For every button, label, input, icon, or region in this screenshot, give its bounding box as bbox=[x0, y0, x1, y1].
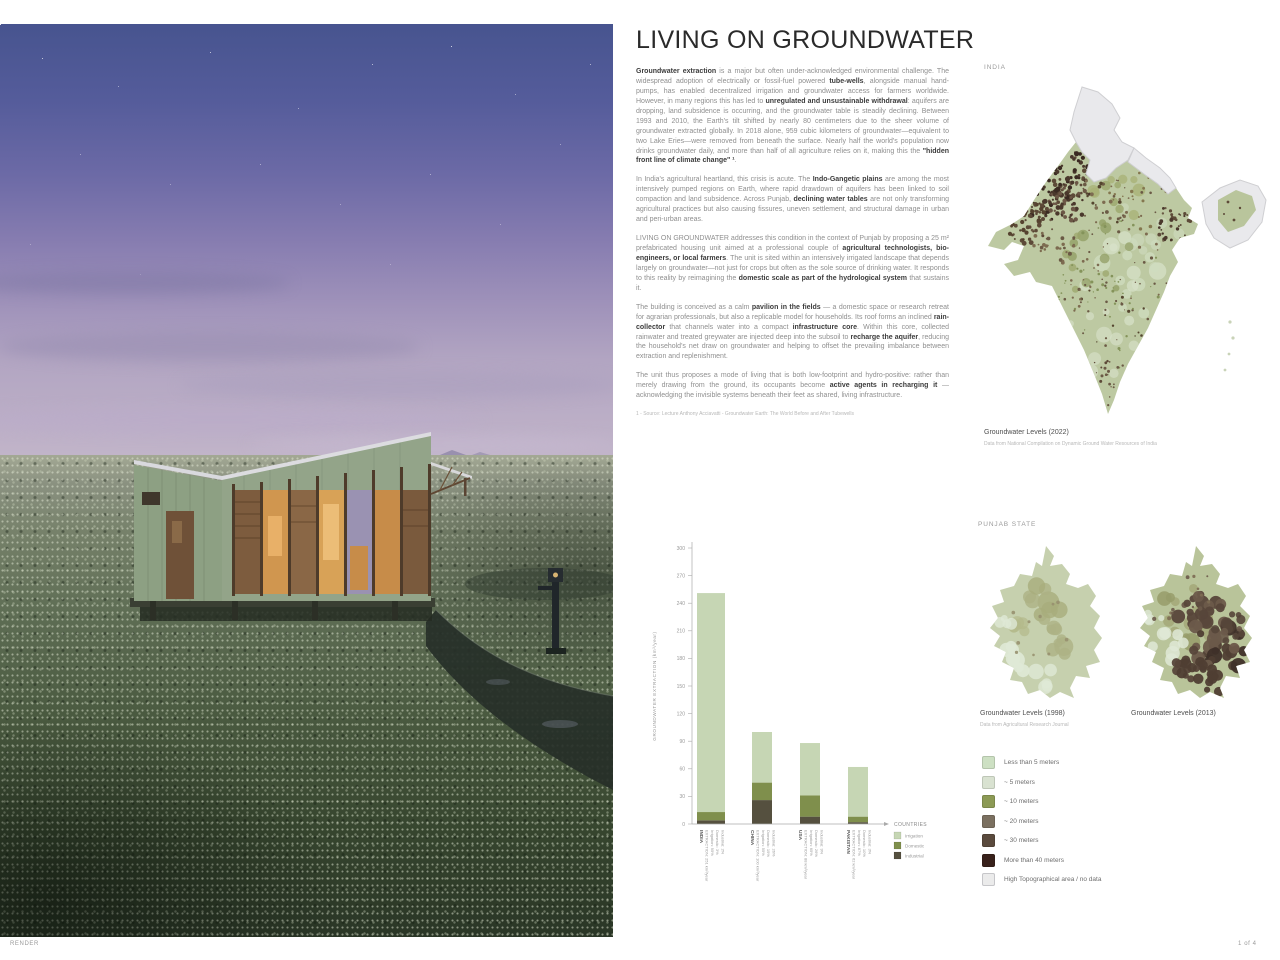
svg-text:Domestic: 26%: Domestic: 26% bbox=[814, 830, 820, 857]
svg-text:PAKISTAN: PAKISTAN bbox=[845, 830, 850, 854]
text-column bbox=[636, 26, 975, 418]
svg-text:120: 120 bbox=[676, 711, 685, 718]
svg-text:EXTRACTION: 100 km³/year: EXTRACTION: 100 km³/year bbox=[755, 830, 761, 882]
legend-swatch bbox=[982, 815, 995, 828]
chart-annotations bbox=[698, 830, 873, 882]
svg-text:Industrial: 9%: Industrial: 9% bbox=[819, 830, 825, 855]
legend-row bbox=[982, 795, 1101, 808]
india-map-source: Data from National Compilation on Dynamic Ground Water Resources of India bbox=[984, 441, 1157, 447]
punjab-map-2013 bbox=[1124, 540, 1269, 705]
svg-text:CHINA: CHINA bbox=[749, 830, 754, 846]
svg-text:Industrial: 3%: Industrial: 3% bbox=[867, 830, 873, 855]
legend-row bbox=[982, 815, 1101, 828]
svg-text:USA: USA bbox=[797, 830, 802, 841]
svg-text:210: 210 bbox=[676, 628, 685, 635]
chart-legend bbox=[894, 822, 927, 859]
legend-label: Less than 5 meters bbox=[1004, 759, 1060, 766]
footnote: 1 - Source: Lecture Anthony Acciavatti - Groundwater Earth: The World Before and After Tubewells bbox=[636, 411, 854, 418]
svg-text:90: 90 bbox=[679, 739, 685, 745]
extraction-chart-svg bbox=[644, 534, 964, 934]
pavilion-house bbox=[130, 432, 472, 621]
legend-row bbox=[982, 756, 1101, 769]
legend-label: ~ 5 meters bbox=[1004, 778, 1035, 786]
punjab-1998-caption: Groundwater Levels (1998) bbox=[980, 710, 1065, 717]
svg-text:EXTRACTION: 88 km³/year: EXTRACTION: 88 km³/year bbox=[803, 830, 809, 880]
legend-label: More than 40 meters bbox=[1004, 856, 1064, 864]
legend-swatch bbox=[982, 756, 995, 769]
hill bbox=[472, 452, 490, 455]
legend-row bbox=[982, 854, 1101, 867]
svg-text:INDIA: INDIA bbox=[698, 830, 703, 844]
legend-label: ~ 30 meters bbox=[1004, 837, 1039, 844]
legend-swatch bbox=[982, 776, 995, 789]
svg-text:Industrial: Industrial bbox=[905, 853, 924, 859]
india-section-label: INDIA bbox=[984, 64, 1006, 71]
house-scene bbox=[0, 24, 613, 937]
paragraph-4: The building is conceived as a calm pavilion in the fields — a domestic space or research retreat for agrarian professionals, but also a replicable model for households. Its roof forms an inclined rain-collector that channels water into a compact infrastructure core. Within this core, collected rainwater and treated greywater are injected deep into the subsoil to recharge the aquifer, reducing the household's net draw on groundwater and helping to offset the prevailing imbalance between extraction and replenishment. bbox=[636, 303, 949, 361]
punjab-2013-caption: Groundwater Levels (2013) bbox=[1131, 710, 1216, 717]
extraction-chart bbox=[644, 534, 964, 934]
page-title: LIVING ON GROUNDWATER bbox=[636, 26, 975, 54]
punjab-1998-source: Data from Agricultural Research Journal bbox=[980, 722, 1069, 728]
legend-swatch bbox=[982, 854, 995, 867]
svg-text:Irrigation: 55%: Irrigation: 55% bbox=[760, 830, 766, 856]
legend-row bbox=[982, 834, 1101, 847]
svg-text:Irrigation: Irrigation bbox=[905, 833, 923, 839]
canopy bbox=[431, 462, 472, 496]
svg-text:240: 240 bbox=[676, 601, 685, 607]
groundwater-levels-legend bbox=[982, 756, 1101, 886]
india-map-caption: Groundwater Levels (2022) bbox=[984, 429, 1069, 436]
small-window bbox=[142, 492, 160, 505]
paragraph-2: In India's agricultural heartland, this crisis is acute. The Indo-Gangetic plains are among the most intensively pumped regions on Earth, where rapid drawdown of aquifers has been linked to soil compaction and land subsidence. Across Punjab, declining water tables are not only transforming agricultural practices but also causing fissures, uneven settlement, and structural damage in urban and peri-urban areas. bbox=[636, 176, 949, 224]
svg-text:Irrigation: 87%: Irrigation: 87% bbox=[856, 830, 862, 856]
hill bbox=[440, 450, 466, 455]
render-caption: RENDER bbox=[10, 941, 39, 947]
paragraph-1: Groundwater extraction is a major but often under-acknowledged environmental challenge. The widespread adoption of electrically or fossil-fuel powered tube-wells, alongside manual hand-pumps, has enabled decentralized irrigation and groundwater access for farmers worldwide. However, in many regions this has led to unregulated and unsustainable withdrawal: aquifers are dropping, land subsidence is occurring, and the groundwater table is steadily declining. Between 1993 and 2010, the Earth's tilt shifted by nearly 80 centimeters due to the sheer volume of groundwater extracted globally. In 2018 alone, 959 cubic kilometers of groundwater—equivalent to two Lake Eries—were removed from beneath the surface. Nearly half the world's population now drinks groundwater daily, and more than half of all agriculture relies on it, making this the "hidden front line of climate change" ¹. bbox=[636, 68, 950, 165]
legend-row bbox=[982, 776, 1101, 789]
svg-text:Irrigation: 95%: Irrigation: 95% bbox=[709, 830, 715, 856]
svg-text:60: 60 bbox=[679, 766, 685, 773]
legend-label: ~ 20 meters bbox=[1004, 817, 1039, 825]
svg-text:150: 150 bbox=[676, 683, 685, 690]
svg-text:COUNTRIES: COUNTRIES bbox=[894, 822, 928, 828]
legend-label: High Topographical area / no data bbox=[1004, 876, 1102, 883]
legend-swatch bbox=[982, 834, 995, 847]
svg-text:Domestic: 10%: Domestic: 10% bbox=[862, 830, 868, 857]
svg-text:Irrigation: 65%: Irrigation: 65% bbox=[808, 830, 814, 856]
islands bbox=[1224, 320, 1235, 371]
svg-text:GROUNDWATER EXTRACTION (km³/ye: GROUNDWATER EXTRACTION (km³/year) bbox=[652, 631, 657, 741]
svg-text:180: 180 bbox=[676, 656, 685, 663]
svg-text:0: 0 bbox=[682, 821, 685, 828]
legend-label: ~ 10 meters bbox=[1004, 798, 1039, 805]
svg-text:EXTRACTION: 62 km³/year: EXTRACTION: 62 km³/year bbox=[851, 830, 857, 880]
legend-swatch bbox=[982, 873, 995, 886]
chart-ticks bbox=[677, 546, 692, 828]
svg-text:Industrial: 26%: Industrial: 26% bbox=[771, 830, 777, 857]
svg-text:30: 30 bbox=[679, 794, 685, 801]
svg-text:Domestic: 19%: Domestic: 19% bbox=[766, 830, 772, 857]
svg-text:300: 300 bbox=[676, 545, 685, 552]
svg-text:Domestic: Domestic bbox=[905, 843, 925, 849]
punjab-map-1998 bbox=[974, 540, 1119, 705]
legend-swatch bbox=[982, 795, 995, 808]
svg-text:Industrial: 2%: Industrial: 2% bbox=[720, 830, 726, 855]
chart-bars bbox=[697, 593, 868, 824]
punjab-section-label: PUNJAB STATE bbox=[978, 521, 1037, 528]
paragraph-5: The unit thus proposes a mode of living that is both low-footprint and hydro-positive: rather than merely drawing from the ground, its occupants become active agents in recharging it — acknowledging the invisible systems beneath their feet as shared, living infrastructure. bbox=[636, 372, 949, 400]
svg-text:EXTRACTION: 251 km³/year: EXTRACTION: 251 km³/year bbox=[704, 830, 710, 882]
hand-pump bbox=[465, 568, 613, 654]
india-groundwater-map bbox=[978, 82, 1270, 427]
paragraph-3: LIVING ON GROUNDWATER addresses this condition in the context of Punjab by proposing a 25 m² prefabricated housing unit aimed at a professional couple of agricultural technologists, bio-engineers, or local farmers. The unit is sited within an intensively irrigated landscape that depends largely on groundwater—not just for crops but often as the sole source of drinking water. It responds to this reality by reimagining the domestic scale as part of the hydrological system that sustains it. bbox=[636, 235, 950, 292]
page-number: 1 of 4 bbox=[1238, 941, 1257, 947]
legend-row bbox=[982, 873, 1101, 886]
svg-text:270: 270 bbox=[676, 573, 685, 580]
render-photo bbox=[0, 24, 613, 937]
walkway bbox=[426, 610, 613, 790]
svg-text:Domestic: 3%: Domestic: 3% bbox=[715, 830, 721, 855]
